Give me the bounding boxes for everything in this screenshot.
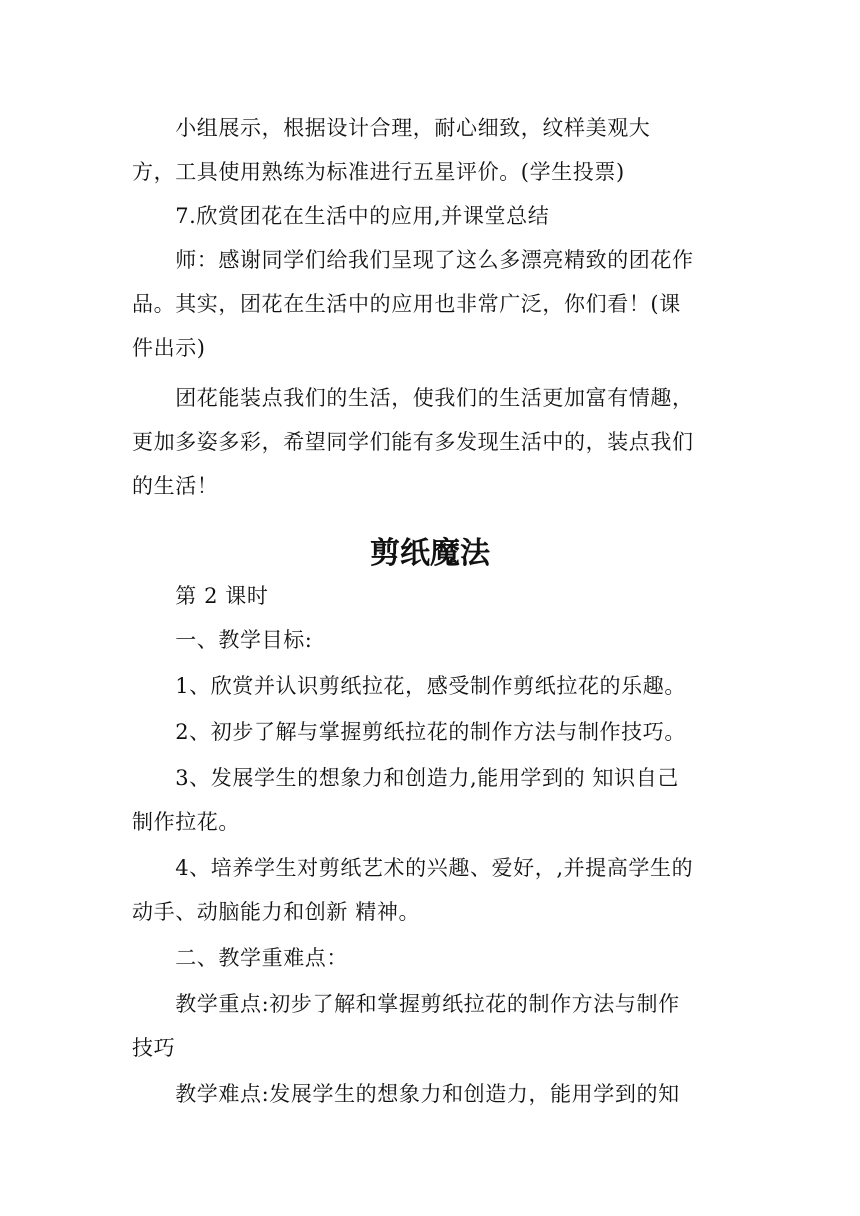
text-line: 1、欣赏并认识剪纸拉花，感受制作剪纸拉花的乐趣。 [132,674,686,698]
text-line: 师：感谢同学们给我们呈现了这么多漂亮精致的团花作 [132,248,694,272]
text-line: 品。其实，团花在生活中的应用也非常广泛，你们看！(课 [132,292,681,316]
text-line: 第 2 课时 [132,584,269,608]
paragraph-group-display [132,106,732,194]
objective-1 [132,664,732,708]
text-line: 4、培养学生对剪纸艺术的兴趣、爱好，,并提高学生的 [132,856,694,880]
heading-key-difficulties [132,936,732,980]
section-title: 剪纸魔法 [370,536,490,571]
text-line: 3、发展学生的想象力和创造力,能用学到的 知识自己 [132,766,679,790]
paragraph-tuanhua-summary [132,376,732,508]
paragraph-teaching-focus [132,982,732,1070]
text-line: 技巧 [132,1036,176,1060]
text-line: 7.欣赏团花在生活中的应用,并课堂总结 [132,204,550,228]
text-line: 一、教学目标: [132,628,313,652]
text-line: 团花能装点我们的生活，使我们的生活更加富有情趣， [132,386,694,410]
objective-4 [132,846,732,934]
text-line: 2、初步了解与掌握剪纸拉花的制作方法与制作技巧。 [132,720,686,744]
objective-3 [132,756,732,844]
text-line: 件出示) [132,336,206,360]
text-line: 动手、动脑能力和创新 精神。 [132,900,421,924]
paragraph-teacher-remarks [132,238,732,370]
text-line: 方，工具使用熟练为标准进行五星评价。(学生投票) [132,160,625,184]
paragraph-lesson-number [132,574,732,618]
text-line: 教学难点:发展学生的想象力和创造力，能用学到的知 [132,1082,680,1106]
text-line: 更加多姿多彩，希望同学们能有多发现生活中的，装点我们 [132,430,694,454]
text-line: 教学重点:初步了解和掌握剪纸拉花的制作方法与制作 [132,992,680,1016]
text-line: 的生活！ [132,474,219,498]
paragraph-teaching-difficulty [132,1072,732,1116]
text-line: 制作拉花。 [132,810,240,834]
heading-teaching-objectives [132,618,732,662]
text-line: 小组展示，根据设计合理，耐心细致，纹样美观大 [132,116,651,140]
paragraph-step-7 [132,194,732,238]
objective-2 [132,710,732,754]
text-line: 二、教学重难点： [132,946,348,970]
